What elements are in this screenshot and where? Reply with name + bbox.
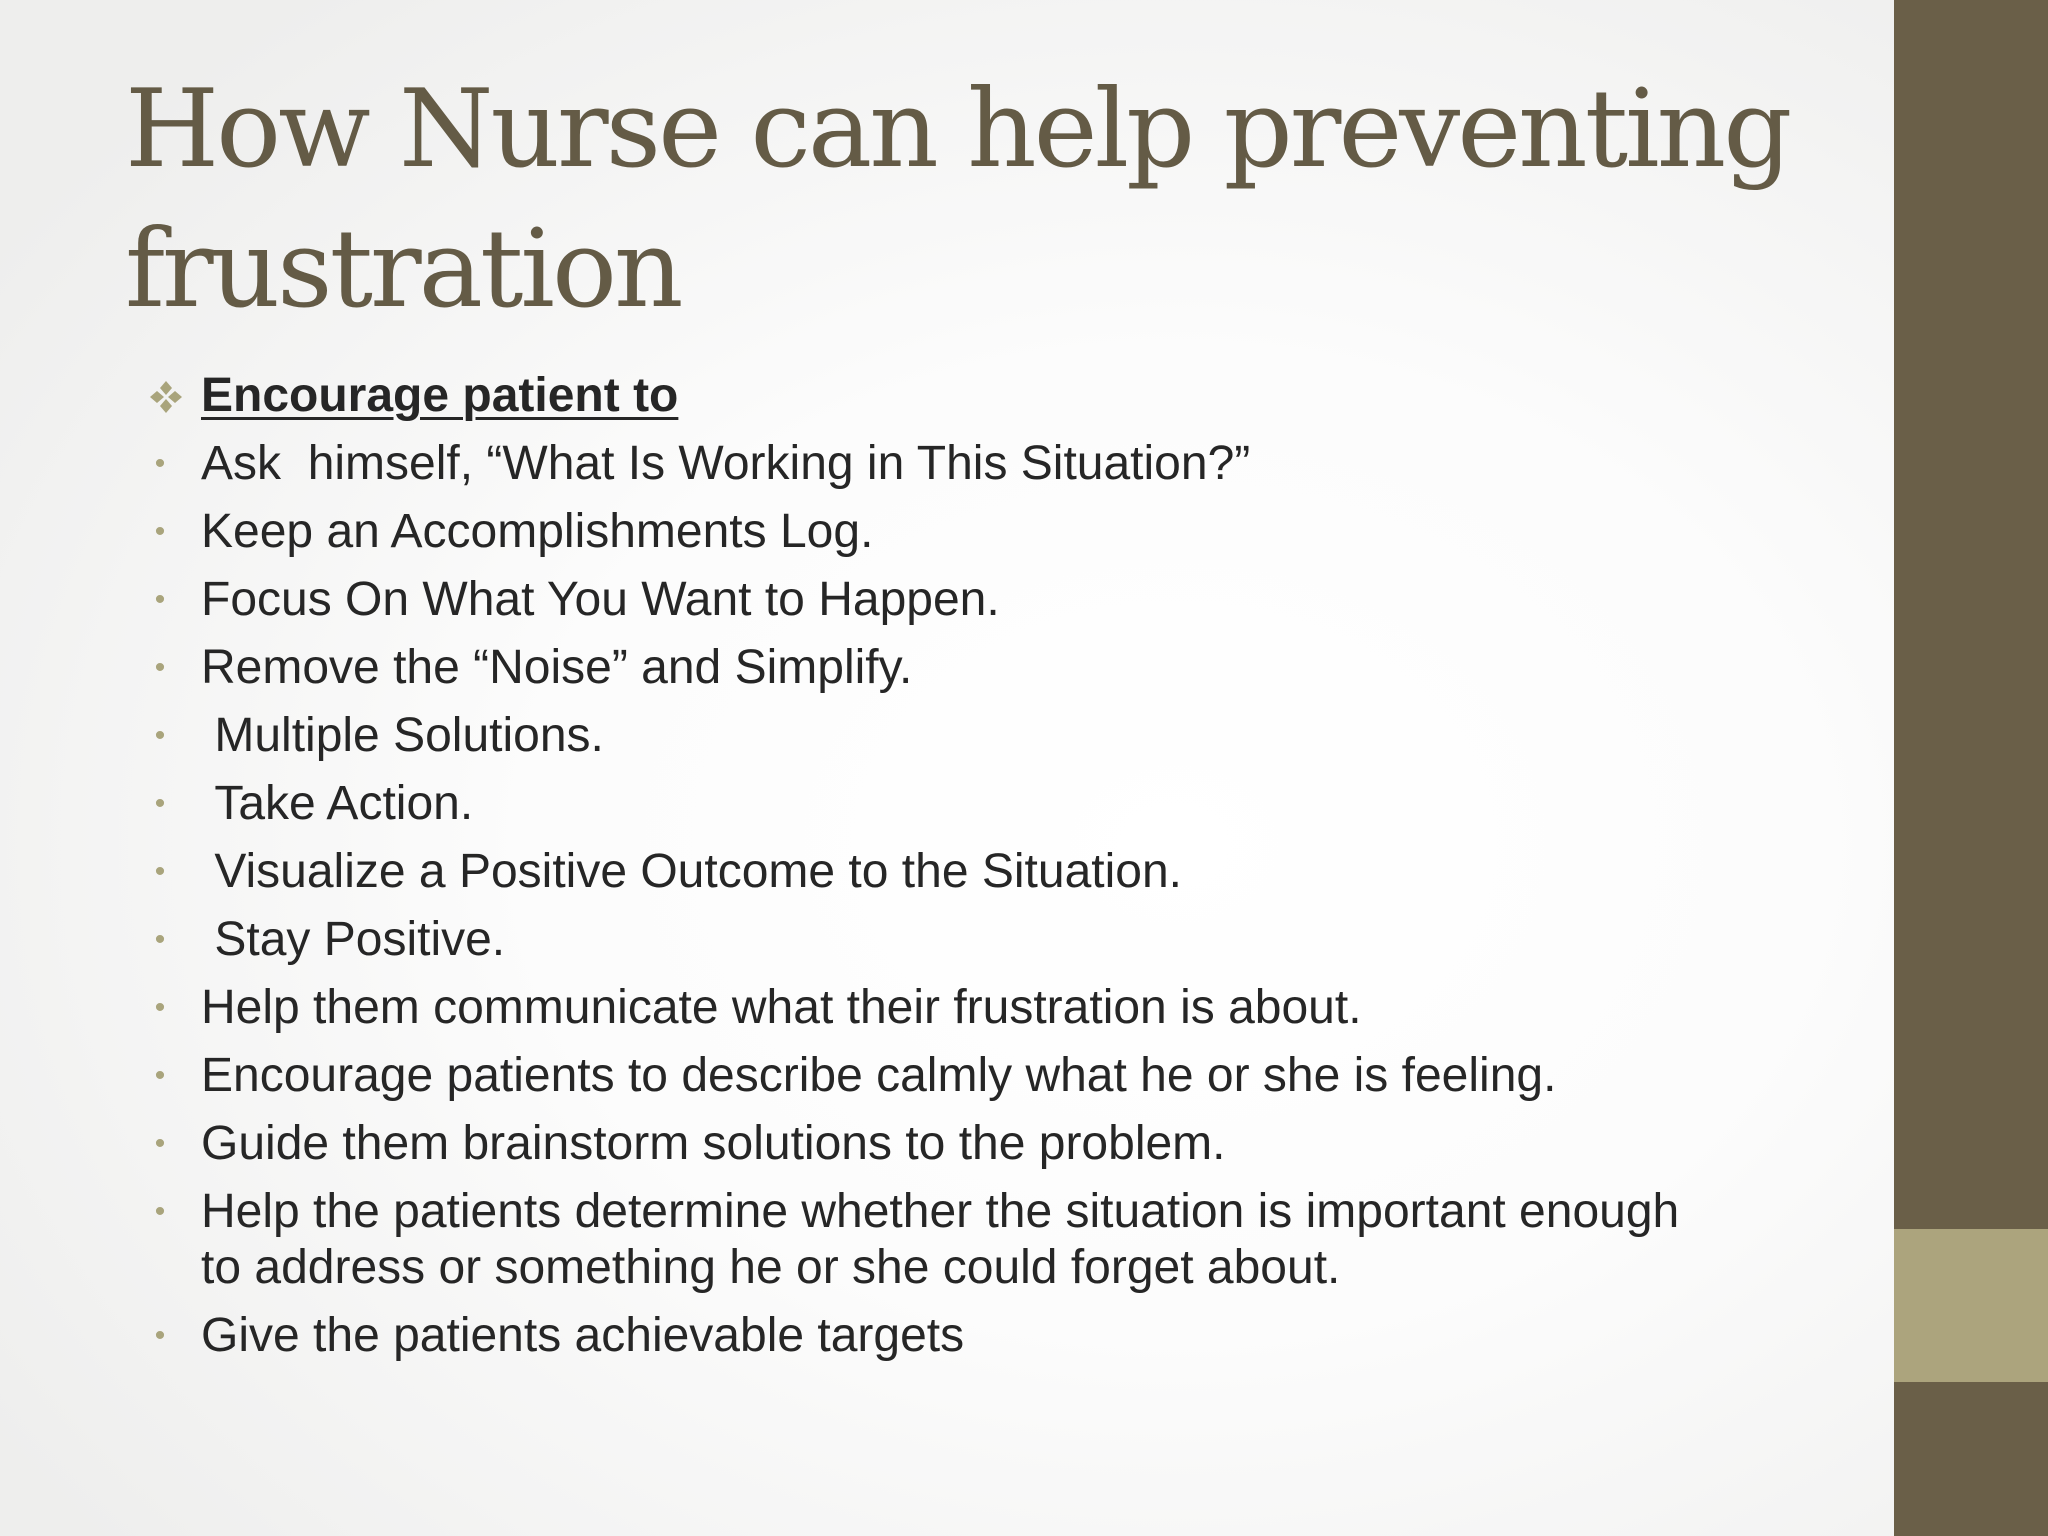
list-item	[145, 770, 1705, 838]
list-item-text: Keep an Accomplishments Log.	[201, 505, 874, 558]
list-item-text: Focus On What You Want to Happen.	[201, 573, 1000, 626]
list-item-text: Help them communicate what their frustration is about.	[201, 981, 1362, 1034]
list-item	[145, 430, 1705, 498]
list-item-text: Stay Positive.	[201, 913, 506, 966]
list-item	[145, 634, 1705, 702]
bullet-dot-icon: •	[154, 1195, 166, 1228]
list-item	[145, 1302, 1705, 1370]
side-decoration-band	[1894, 0, 2048, 1536]
list-item-text: Give the patients achievable targets	[201, 1309, 965, 1362]
list-item	[145, 498, 1705, 566]
list-item-text: Guide them brainstorm solutions to the problem.	[201, 1117, 1226, 1170]
list-item	[145, 1178, 1705, 1302]
slide-title: How Nurse can help preventing frustration	[125, 67, 1790, 332]
bullet-dot-icon: •	[154, 1127, 166, 1160]
list-item	[145, 974, 1705, 1042]
list-item	[145, 702, 1705, 770]
list-item-text: Ask himself, “What Is Working in This Situation?”	[201, 437, 1251, 490]
bullet-dot-icon: •	[154, 787, 166, 820]
side-band-accent	[1894, 1229, 2048, 1382]
list-item-text: Encourage patients to describe calmly what he or she is feeling.	[201, 1049, 1557, 1102]
list-item-text: Multiple Solutions.	[201, 709, 604, 762]
list-header-label: Encourage patient to	[201, 369, 679, 422]
list-item-text: Remove the “Noise” and Simplify.	[201, 641, 913, 694]
bullet-dot-icon: •	[154, 923, 166, 956]
bullet-dot-icon: •	[154, 1319, 166, 1352]
bullet-dot-icon: •	[154, 1059, 166, 1092]
list-item	[145, 566, 1705, 634]
list-item	[145, 1110, 1705, 1178]
four-diamond-bullet-icon	[149, 380, 183, 414]
bullet-dot-icon: •	[154, 719, 166, 752]
bullet-dot-icon: •	[154, 651, 166, 684]
list-item-text: Visualize a Positive Outcome to the Situation.	[201, 845, 1182, 898]
bullet-dot-icon: •	[154, 991, 166, 1024]
list-item-text: Take Action.	[201, 777, 474, 830]
list-item	[145, 906, 1705, 974]
bullet-list	[145, 362, 1705, 1370]
list-item-text: Help the patients determine whether the situation is important enough to address or something he or she could forget about.	[201, 1185, 1693, 1294]
bullet-dot-icon: •	[154, 515, 166, 548]
bullet-dot-icon: •	[154, 447, 166, 480]
list-header	[145, 362, 1705, 430]
list-item	[145, 1042, 1705, 1110]
bullet-dot-icon: •	[154, 583, 166, 616]
bullet-dot-icon: •	[154, 855, 166, 888]
list-item	[145, 838, 1705, 906]
